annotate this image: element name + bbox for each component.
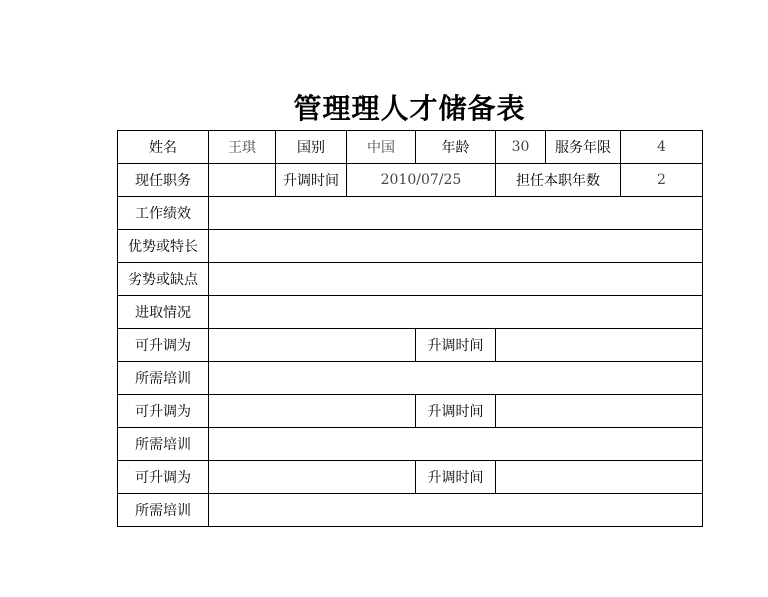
service-years-label: 服务年限: [546, 131, 621, 164]
promotion-target-label: 可升调为: [118, 395, 209, 428]
training-label: 所需培训: [118, 428, 209, 461]
promotion-time-label: 升调时间: [416, 461, 496, 494]
promotion-time-label: 升调时间: [416, 395, 496, 428]
promotion-date-label: 升调时间: [276, 164, 347, 197]
training-label: 所需培训: [118, 362, 209, 395]
talent-reserve-form: [117, 130, 703, 527]
promotion-row: [118, 461, 703, 494]
promotion-time-label: 升调时间: [416, 329, 496, 362]
training-row: [118, 494, 703, 527]
weaknesses-label: 劣势或缺点: [118, 263, 209, 296]
promotion-target-value[interactable]: [209, 329, 416, 362]
country-value[interactable]: 中国: [347, 131, 416, 164]
years-in-position-label: 担任本职年数: [496, 164, 621, 197]
promotion-target-label: 可升调为: [118, 461, 209, 494]
ambition-value[interactable]: [209, 296, 703, 329]
basic-info-row: [118, 131, 703, 164]
years-in-position-value[interactable]: 2: [621, 164, 703, 197]
age-value[interactable]: 30: [496, 131, 546, 164]
training-value[interactable]: [209, 362, 703, 395]
weaknesses-value[interactable]: [209, 263, 703, 296]
promotion-time-value[interactable]: [496, 329, 703, 362]
training-label: 所需培训: [118, 494, 209, 527]
promotion-target-label: 可升调为: [118, 329, 209, 362]
section-row: [118, 263, 703, 296]
position-value[interactable]: [209, 164, 276, 197]
promotion-target-value[interactable]: [209, 461, 416, 494]
work-performance-label: 工作绩效: [118, 197, 209, 230]
section-row: [118, 296, 703, 329]
position-label: 现任职务: [118, 164, 209, 197]
promotion-time-value[interactable]: [496, 461, 703, 494]
promotion-row: [118, 329, 703, 362]
country-label: 国别: [276, 131, 347, 164]
ambition-label: 进取情况: [118, 296, 209, 329]
section-row: [118, 230, 703, 263]
strengths-value[interactable]: [209, 230, 703, 263]
strengths-label: 优势或特长: [118, 230, 209, 263]
form-title: 管理理人才储备表: [293, 92, 526, 125]
training-row: [118, 428, 703, 461]
name-label: 姓名: [118, 131, 209, 164]
age-label: 年龄: [416, 131, 496, 164]
training-row: [118, 362, 703, 395]
service-years-value[interactable]: 4: [621, 131, 703, 164]
training-value[interactable]: [209, 428, 703, 461]
promotion-time-value[interactable]: [496, 395, 703, 428]
training-value[interactable]: [209, 494, 703, 527]
promotion-target-value[interactable]: [209, 395, 416, 428]
position-info-row: [118, 164, 703, 197]
promotion-date-value[interactable]: 2010/07/25: [347, 164, 496, 197]
promotion-row: [118, 395, 703, 428]
name-value[interactable]: 王琪: [209, 131, 276, 164]
section-row: [118, 197, 703, 230]
work-performance-value[interactable]: [209, 197, 703, 230]
